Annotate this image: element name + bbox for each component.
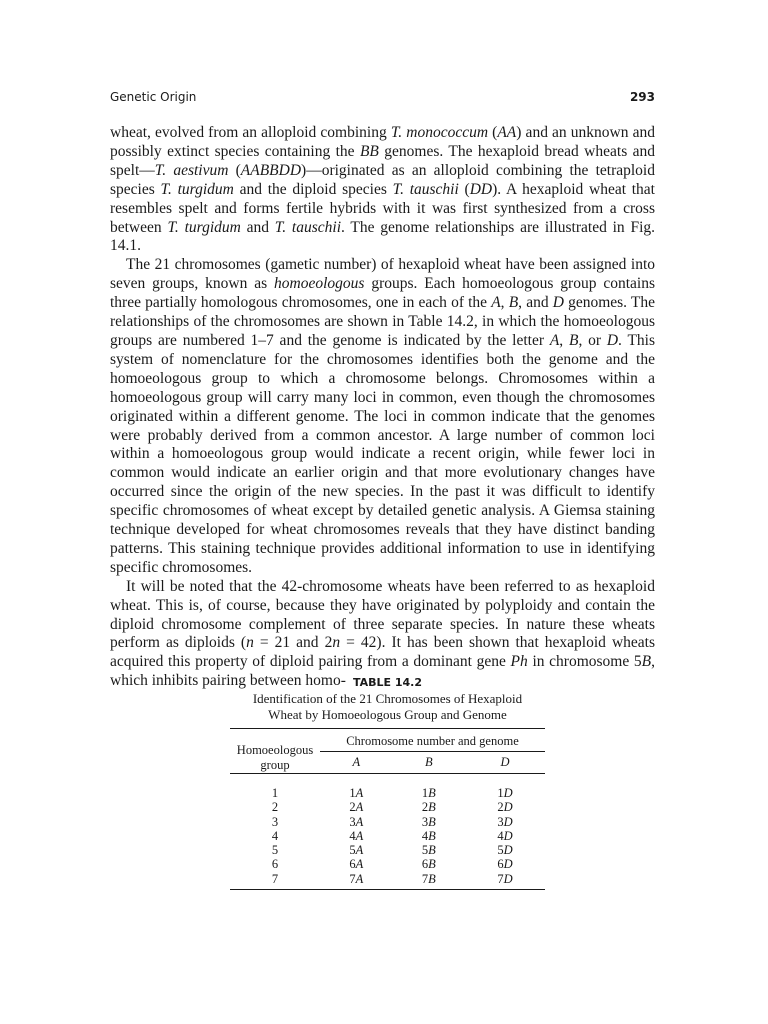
spanner-header: Chromosome number and genome <box>320 729 545 752</box>
chromosome-cell: 7D <box>465 872 545 890</box>
table-caption <box>230 691 545 723</box>
paragraph: The 21 chromosomes (gametic number) of hexaploid wheat have been assigned into seven groups, known as homoeologous groups. Each homoeologous group contains three partially homologous chromosomes, one in each of the A, B, and D genomes. The relationships of the chromosomes are shown in Table 14.2, in which the homoeologous groups are numbered 1–7 and the genome is indicated by the letter A, B, or D. This system of nomenclature for the chromosomes identifies both the genome and the homoeologous group to which a chromosome belongs. Chromosomes within a homoeologous group will carry many loci in common, even though the chromosomes originated within a different genome. The loci in common indicate that the genomes were probably derived from a common ancestor. A large number of common loci within a homoeologous group would indicate a recent origin, while fewer loci in common would indicate an earlier origin and that more evolutionary changes have occurred since the origin of the new species. In the past it was difficult to identify specific chromosomes of wheat except by detailed genetic analysis. A Giemsa staining technique developed for wheat chromosomes reveals that they have distinct banding patterns. This staining technique provides additional information to use in identifying specific chromosomes. <box>110 256 656 576</box>
chromosome-cell: 4A <box>349 828 364 843</box>
column-header: B <box>425 755 433 769</box>
chromosome-cell: 4D <box>497 828 513 843</box>
chromosome-cell: 3A <box>349 814 364 829</box>
chromosome-cell: 5A <box>349 843 364 858</box>
chromosome-cell: 3B <box>421 814 436 829</box>
chromosome-cell: 5B <box>421 843 436 858</box>
chromosome-cell: 6B <box>421 857 436 872</box>
chromosome-cell: 2B <box>421 800 436 815</box>
stub-header-line: Homoeologous <box>236 743 314 757</box>
table-row <box>230 815 545 829</box>
stub-header-line: group <box>260 758 290 772</box>
chromosome-cell: 6D <box>497 857 513 872</box>
table-row <box>230 800 545 814</box>
chromosome-cell: 1B <box>421 786 436 800</box>
chromosome-cell: 2A <box>349 800 364 815</box>
table-label: TABLE 14.2 <box>352 676 423 689</box>
table-row <box>230 872 545 890</box>
group-cell: 6 <box>271 857 279 872</box>
table-body <box>230 774 545 890</box>
chromosome-cell: 1D <box>497 786 513 800</box>
stub-header <box>230 729 320 774</box>
chromosome-cell: 4B <box>421 828 436 843</box>
table-caption-line: Wheat by Homoeologous Group and Genome <box>268 707 507 722</box>
column-header: A <box>352 755 361 769</box>
chromosome-cell: 1A <box>349 786 364 800</box>
paragraph: It will be noted that the 42-chromosome wheats have been referred to as hexaploid wheat. This is, of course, because they have originated by polyploidy and contain the diploid chromosome complement of three separate species. In nature these wheats perform as diploids (n = 21 and 2n = 42). It has been shown that hexaploid wheats acquired this property of diploid pairing from a dominant gene Ph in chromosome 5B, which inhibits pairing between homo- <box>110 577 655 690</box>
chromosome-cell: 6A <box>349 857 364 872</box>
table-row <box>230 843 545 857</box>
page-header <box>110 90 655 110</box>
paragraph: wheat, evolved from an alloploid combining T. monococcum (AA) and an unknown and possibly extinct species containing the BB genomes. The hexaploid bread wheats and spelt—T. aestivum (AABBDD)—originated as an alloploid combining the tetraploid species T. turgidum and the diploid species T. tauschii (DD). A hexaploid wheat that resembles spelt and forms fertile hybrids with it was first synthesized from a cross between T. turgidum and T. tauschii. The genome relationships are illustrated in Fig. 14.1. <box>110 124 656 255</box>
table-row <box>230 857 545 871</box>
chromosome-cell: 2D <box>497 800 513 815</box>
group-cell: 1 <box>271 786 279 800</box>
chromosome-table <box>230 728 545 890</box>
table-14-2 <box>230 676 545 890</box>
running-head: Genetic Origin <box>110 90 197 104</box>
group-cell: 3 <box>271 814 279 829</box>
table-caption-line: Identification of the 21 Chromosomes of Hexaploid <box>252 691 523 706</box>
group-cell: 4 <box>271 828 279 843</box>
chromosome-cell: 7A <box>320 872 393 890</box>
group-cell: 7 <box>230 872 320 890</box>
table-row <box>230 774 545 801</box>
body-text <box>110 124 655 691</box>
group-cell: 5 <box>271 843 279 858</box>
page-number: 293 <box>629 90 655 104</box>
chromosome-cell: 7B <box>393 872 466 890</box>
table-row <box>230 829 545 843</box>
chromosome-cell: 5D <box>497 843 513 858</box>
column-header: D <box>500 755 510 769</box>
group-cell: 2 <box>271 800 279 815</box>
chromosome-cell: 3D <box>497 814 513 829</box>
